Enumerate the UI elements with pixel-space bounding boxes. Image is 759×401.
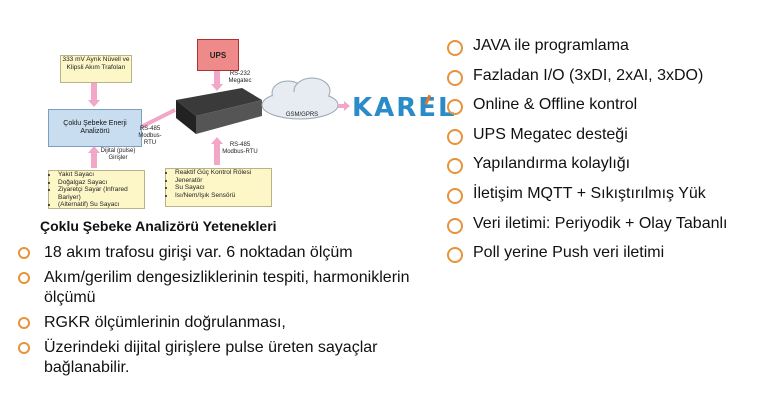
list-item: RGKR ölçümlerinin doğrulanması, [18, 313, 448, 333]
modbus-devices-box [165, 168, 272, 207]
list-item: Fazladan I/O (3xDI, 2xAI, 3xDO) [447, 66, 757, 96]
analyzer-box [48, 109, 142, 147]
pulse-device-item: • Doğalgaz Sayacı [58, 179, 144, 187]
rs485-bottom-label: RS-485 Modbus-RTU [222, 142, 258, 155]
arrow-analyzer-to-device [141, 110, 175, 127]
list-item: UPS Megatec desteği [447, 125, 757, 155]
rs485-left-label: RS-485 Modbus-RTU [138, 126, 162, 146]
list-item: Poll yerine Push veri iletimi [447, 243, 757, 273]
bullet-circle-icon [447, 40, 463, 56]
ups-label: UPS [209, 50, 227, 60]
pulse-devices-box [48, 170, 145, 209]
gateway-device [176, 88, 262, 134]
list-item: Veri iletimi: Periyodik + Olay Tabanlı [447, 214, 757, 244]
pulse-device-item: • Ziyaretçi Sayar (Infrared Bariyer) [58, 186, 144, 201]
bullet-circle-icon [18, 272, 30, 284]
list-item: JAVA ile programlama [447, 36, 757, 66]
ct-input-label: 333 mV Ayrık Nüvell ve Klipsli Akım Trafoları [62, 56, 130, 71]
bullet-circle-icon [447, 129, 463, 145]
list-item: Akım/gerilim dengesizliklerinin tespiti, harmoniklerin ölçümü [18, 268, 448, 308]
modbus-device-item: • Reaktif Güç Kontrol Rölesi [175, 169, 271, 177]
bullet-circle-icon [18, 247, 30, 259]
karel-logo: KAREL [352, 93, 457, 123]
ct-input-box [60, 55, 132, 83]
modbus-device-item: • Su Sayacı [175, 184, 271, 192]
bullet-circle-icon [447, 218, 463, 234]
pulse-input-label: Dijital (pulse) Girişler [100, 148, 136, 161]
list-item: Üzerindeki dijital girişlere pulse üreten sayaçlar bağlanabilir. [18, 338, 448, 378]
gsm-label: GSM/GPRS [285, 112, 319, 118]
modbus-device-item: • Jeneratör [175, 177, 271, 185]
bullet-circle-icon [447, 247, 463, 263]
bullet-circle-icon [447, 99, 463, 115]
bullet-circle-icon [18, 342, 30, 354]
bullet-circle-icon [447, 158, 463, 174]
features-list [447, 36, 757, 273]
bullet-circle-icon [447, 188, 463, 204]
list-item: Yapılandırma kolaylığı [447, 154, 757, 184]
analyzer-capabilities-list [18, 243, 448, 383]
pulse-device-item: • (Alternatif) Su Sayacı [58, 201, 144, 209]
modbus-device-item: • Isı/Nem/Işık Sensörü [175, 192, 271, 200]
bullet-circle-icon [447, 70, 463, 86]
ups-box [197, 39, 239, 71]
analyzer-capabilities-title: Çoklu Şebeke Analizörü Yetenekleri [40, 218, 277, 234]
list-item: Online & Offline kontrol [447, 95, 757, 125]
rs232-label: RS-232 Megatec [228, 71, 252, 84]
list-item: 18 akım trafosu girişi var. 6 noktadan ölçüm [18, 243, 448, 263]
list-item: İletişim MQTT + Sıkıştırılmış Yük [447, 184, 757, 214]
analyzer-label: Çoklu Şebeke Enerji Analizörü [63, 120, 127, 135]
bullet-circle-icon [18, 317, 30, 329]
pulse-device-item: • Yakıt Sayacı [58, 171, 144, 179]
